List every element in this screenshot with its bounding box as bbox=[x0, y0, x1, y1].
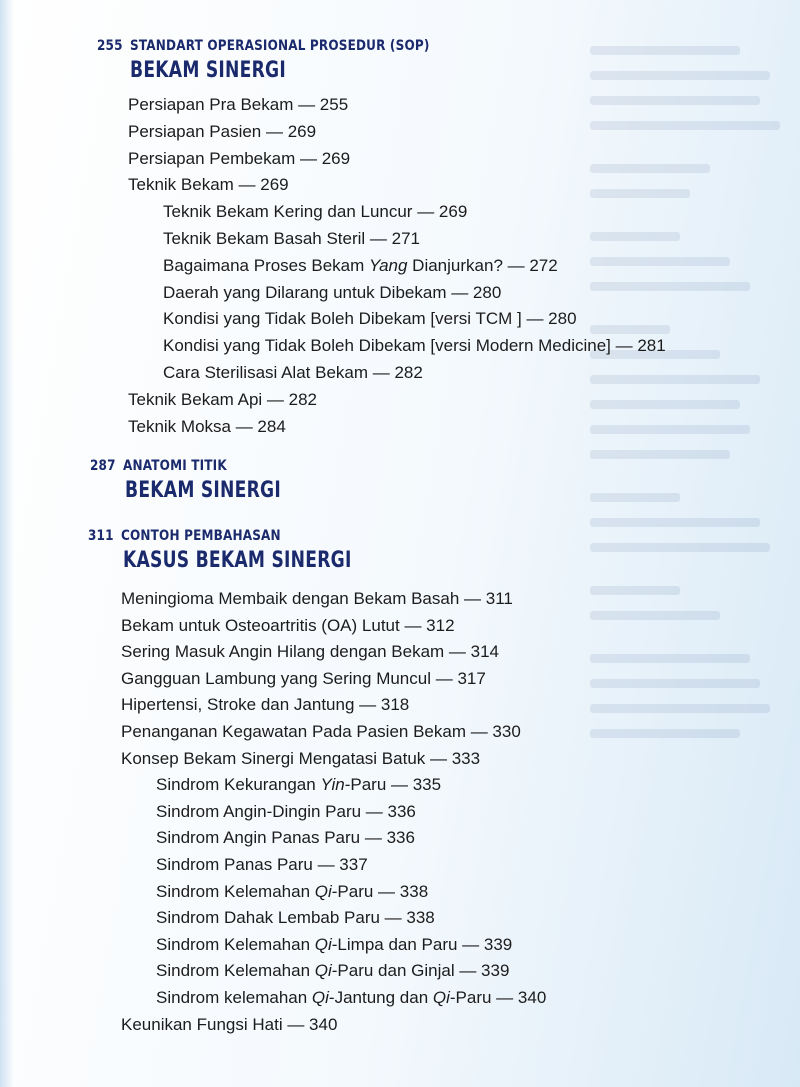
toc-entry: Sindrom Kelemahan Qi-Paru dan Ginjal — 339 bbox=[156, 961, 510, 981]
toc-entries bbox=[0, 586, 800, 1038]
section-title: BEKAM SINERGI bbox=[130, 58, 286, 83]
toc-entry: Teknik Bekam Api — 282 bbox=[128, 389, 317, 409]
toc-entry: Sindrom Angin-Dingin Paru — 336 bbox=[156, 801, 416, 821]
toc-entry: Keunikan Fungsi Hati — 340 bbox=[121, 1014, 338, 1034]
section-label: CONTOH PEMBAHASAN bbox=[121, 528, 281, 544]
toc-section-kasus bbox=[0, 528, 800, 1038]
section-page-number: 311 bbox=[88, 528, 114, 544]
toc-entry: Teknik Bekam Basah Steril — 271 bbox=[163, 228, 421, 248]
toc-section-sop bbox=[0, 38, 800, 440]
section-page-number: 287 bbox=[90, 458, 116, 474]
section-page-number: 255 bbox=[97, 38, 123, 54]
toc-entry: Bekam untuk Osteoartritis (OA) Lutut — 312 bbox=[121, 615, 455, 635]
toc-entry: Penanganan Kegawatan Pada Pasien Bekam — 330 bbox=[121, 721, 521, 741]
section-title: KASUS BEKAM SINERGI bbox=[123, 548, 352, 573]
toc-entry: Persiapan Pasien — 269 bbox=[128, 121, 317, 141]
toc-entry: Sindrom Panas Paru — 337 bbox=[156, 854, 368, 874]
toc-entry: Kondisi yang Tidak Boleh Dibekam [versi Modern Medicine] — 281 bbox=[163, 336, 666, 356]
section-title: BEKAM SINERGI bbox=[125, 478, 281, 503]
toc-entry: Meningioma Membaik dengan Bekam Basah — 311 bbox=[121, 589, 513, 608]
toc-entry: Hipertensi, Stroke dan Jantung — 318 bbox=[121, 695, 410, 715]
toc-entry: Sindrom Kekurangan Yin-Paru — 335 bbox=[156, 775, 442, 795]
toc-entry: Persiapan Pembekam — 269 bbox=[128, 148, 351, 168]
toc-entry: Bagaimana Proses Bekam Yang Dianjurkan? — 272 bbox=[163, 255, 558, 275]
toc-entry: Sindrom Dahak Lembab Paru — 338 bbox=[156, 908, 435, 928]
toc-entry: Gangguan Lambung yang Sering Muncul — 317 bbox=[121, 668, 486, 688]
toc-entry: Sindrom kelemahan Qi-Jantung dan Qi-Paru — 340 bbox=[156, 987, 547, 1007]
section-label: STANDART OPERASIONAL PROSEDUR (SOP) bbox=[130, 38, 430, 54]
toc-entry: Daerah yang Dilarang untuk Dibekam — 280 bbox=[163, 282, 502, 302]
toc-entry: Teknik Moksa — 284 bbox=[128, 416, 286, 436]
toc-entry: Konsep Bekam Sinergi Mengatasi Batuk — 333 bbox=[121, 748, 481, 768]
section-label: ANATOMI TITIK bbox=[123, 458, 227, 474]
toc-entry: Sindrom Kelemahan Qi-Paru — 338 bbox=[156, 881, 429, 901]
toc-section-anatomi bbox=[0, 458, 800, 520]
toc-entry: Sindrom Angin Panas Paru — 336 bbox=[156, 828, 415, 848]
toc-entry: Cara Sterilisasi Alat Bekam — 282 bbox=[163, 362, 423, 382]
toc-entry: Sindrom Kelemahan Qi-Limpa dan Paru — 339 bbox=[156, 934, 513, 954]
toc-entry: Persiapan Pra Bekam — 255 bbox=[128, 95, 349, 114]
toc-entry: Sering Masuk Angin Hilang dengan Bekam — 314 bbox=[121, 642, 500, 662]
toc-entry: Teknik Bekam — 269 bbox=[128, 175, 289, 195]
toc-entry: Teknik Bekam Kering dan Luncur — 269 bbox=[163, 202, 468, 222]
toc-entries bbox=[0, 92, 800, 440]
toc-entry: Kondisi yang Tidak Boleh Dibekam [versi TCM ] — 280 bbox=[163, 309, 577, 329]
